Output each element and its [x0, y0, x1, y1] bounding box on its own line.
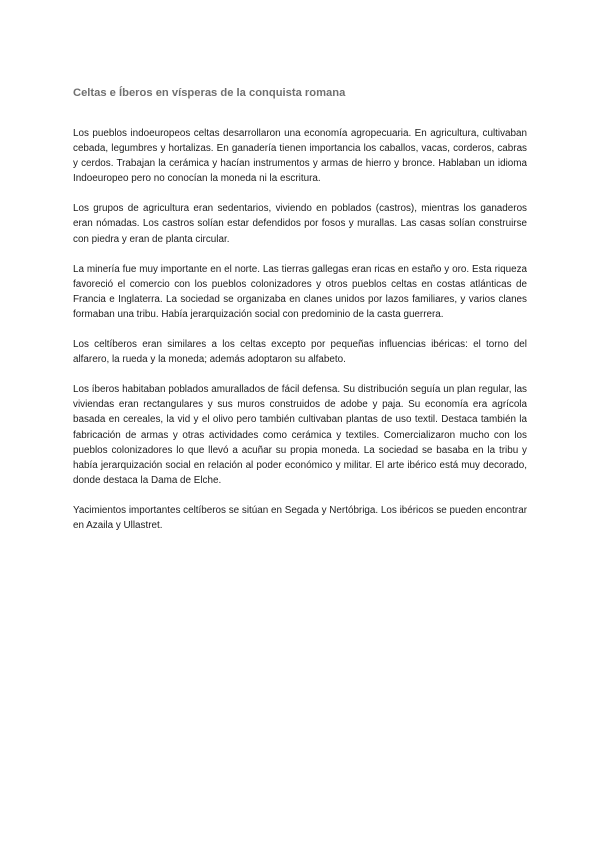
paragraph-iberos: Los íberos habitaban poblados amurallados de fácil defensa. Su distribución seguía un plan regular, las viviendas eran rectangulares y sus muros construidos de adobe y paja. Su economía era agrícola basada en cereales, la vid y el olivo pero también cultivaban plantas de uso textil. Destaca también la fabricación de armas y otras actividades como cerámica y textiles. Comercializaron mucho con los pueblos colonizadores lo que llevó a acuñar su propia moneda. La sociedad se basaba en la tribu y había jerarquización social en relación al poder económico y militar. El arte ibérico está muy decorado, donde destaca la Dama de Elche.	[73, 384, 527, 486]
document-page	[73, 86, 527, 548]
document-title: Celtas e Íberos en vísperas de la conquista romana	[73, 87, 346, 99]
paragraph-mineria: La minería fue muy importante en el norte. Las tierras gallegas eran ricas en estaño y oro. Esta riqueza favoreció el comercio con los pueblos colonizadores y otros pueblos celtas en costas atlánticas de Francia e Inglaterra. La sociedad se organizaba en clanes unidos por lazos familiares, y varios clanes formaban una tribu. Había jerarquización social con predominio de la casta guerrera.	[73, 263, 527, 320]
paragraph-celtiberos: Los celtíberos eran similares a los celtas excepto por pequeñas influencias ibéricas: el torno del alfarero, la rueda y la moneda; además adoptaron su alfabeto.	[73, 339, 527, 366]
paragraph-castros: Los grupos de agricultura eran sedentarios, viviendo en poblados (castros), mientras los ganaderos eran nómadas. Los castros solían estar defendidos por fosos y murallas. Las casas solían construirse con piedra y eran de planta circular.	[73, 203, 527, 245]
paragraph-yacimientos: Yacimientos importantes celtíberos se sitúan en Segada y Nertóbriga. Los ibéricos se pueden encontrar en Azaila y Ullastret.	[73, 504, 527, 531]
paragraph-celtas-economia: Los pueblos indoeuropeos celtas desarrollaron una economía agropecuaria. En agricultura, cultivaban cebada, legumbres y hortalizas. En ganadería tienen importancia los caballos, vacas, corderos, cabras y cerdos. Trabajan la cerámica y hacían instrumentos y armas de hierro y bronce. Hablaban un idioma Indoeuropeo pero no conocían la moneda ni la escritura.	[73, 128, 527, 185]
